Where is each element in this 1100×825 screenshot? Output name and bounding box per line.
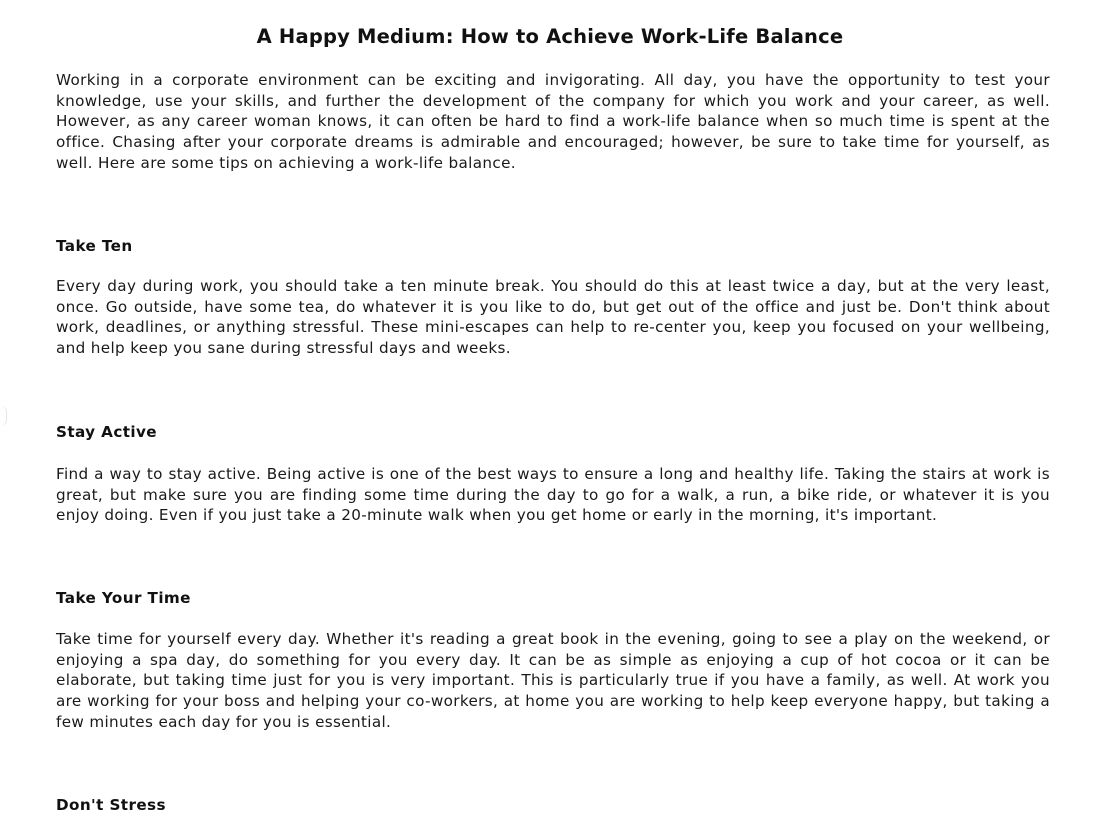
section-heading-take-your-time: Take Your Time xyxy=(56,589,191,607)
section-body-stay-active: Find a way to stay active. Being active is one of the best ways to ensure a long and healthy life. Taking the stairs at work is great, but make sure you are finding some time during the day to go for a walk, a run, a bike ride, or whatever it is you enjoy doing. Even if you just take a 20-minute walk when you get home or early in the morning, it's important. xyxy=(56,465,1050,525)
document-title: A Happy Medium: How to Achieve Work-Life Balance xyxy=(256,25,844,48)
section-body-take-your-time: Take time for yourself every day. Whether it's reading a great book in the evening, going to see a play on the weekend, or enjoying a spa day, do something for you every day. It can be as simple as enjoying a cup of hot cocoa or it can be elaborate, but taking time just for you is very important. This is particularly true if you have a family, as well. At work you are working for your boss and helping your co-workers, at home you are working to help keep everyone happy, but taking a few minutes each day for you is essential. xyxy=(56,630,1050,731)
section-heading-take-ten: Take Ten xyxy=(56,237,133,255)
section-heading-dont-stress: Don't Stress xyxy=(56,796,166,814)
intro-paragraph: Working in a corporate environment can be exciting and invigorating. All day, you have the opportunity to test your knowledge, use your skills, and further the development of the company for which you work and your career, as well. However, as any career woman knows, it can often be hard to find a work-life balance when so much time is spent at the office. Chasing after your corporate dreams is admirable and encouraged; however, be sure to take time for yourself, as well. Here are some tips on achieving a work-life balance. xyxy=(56,71,1050,172)
section-heading-stay-active: Stay Active xyxy=(56,423,157,441)
page-edge-mark xyxy=(0,405,7,427)
section-body-take-ten: Every day during work, you should take a ten minute break. You should do this at least twice a day, but at the very least, once. Go outside, have some tea, do whatever it is you like to do, but get out of the office and just be. Don't think about work, deadlines, or anything stressful. These mini-escapes can help to re-center you, keep you focused on your wellbeing, and help keep you sane during stressful days and weeks. xyxy=(56,277,1050,358)
